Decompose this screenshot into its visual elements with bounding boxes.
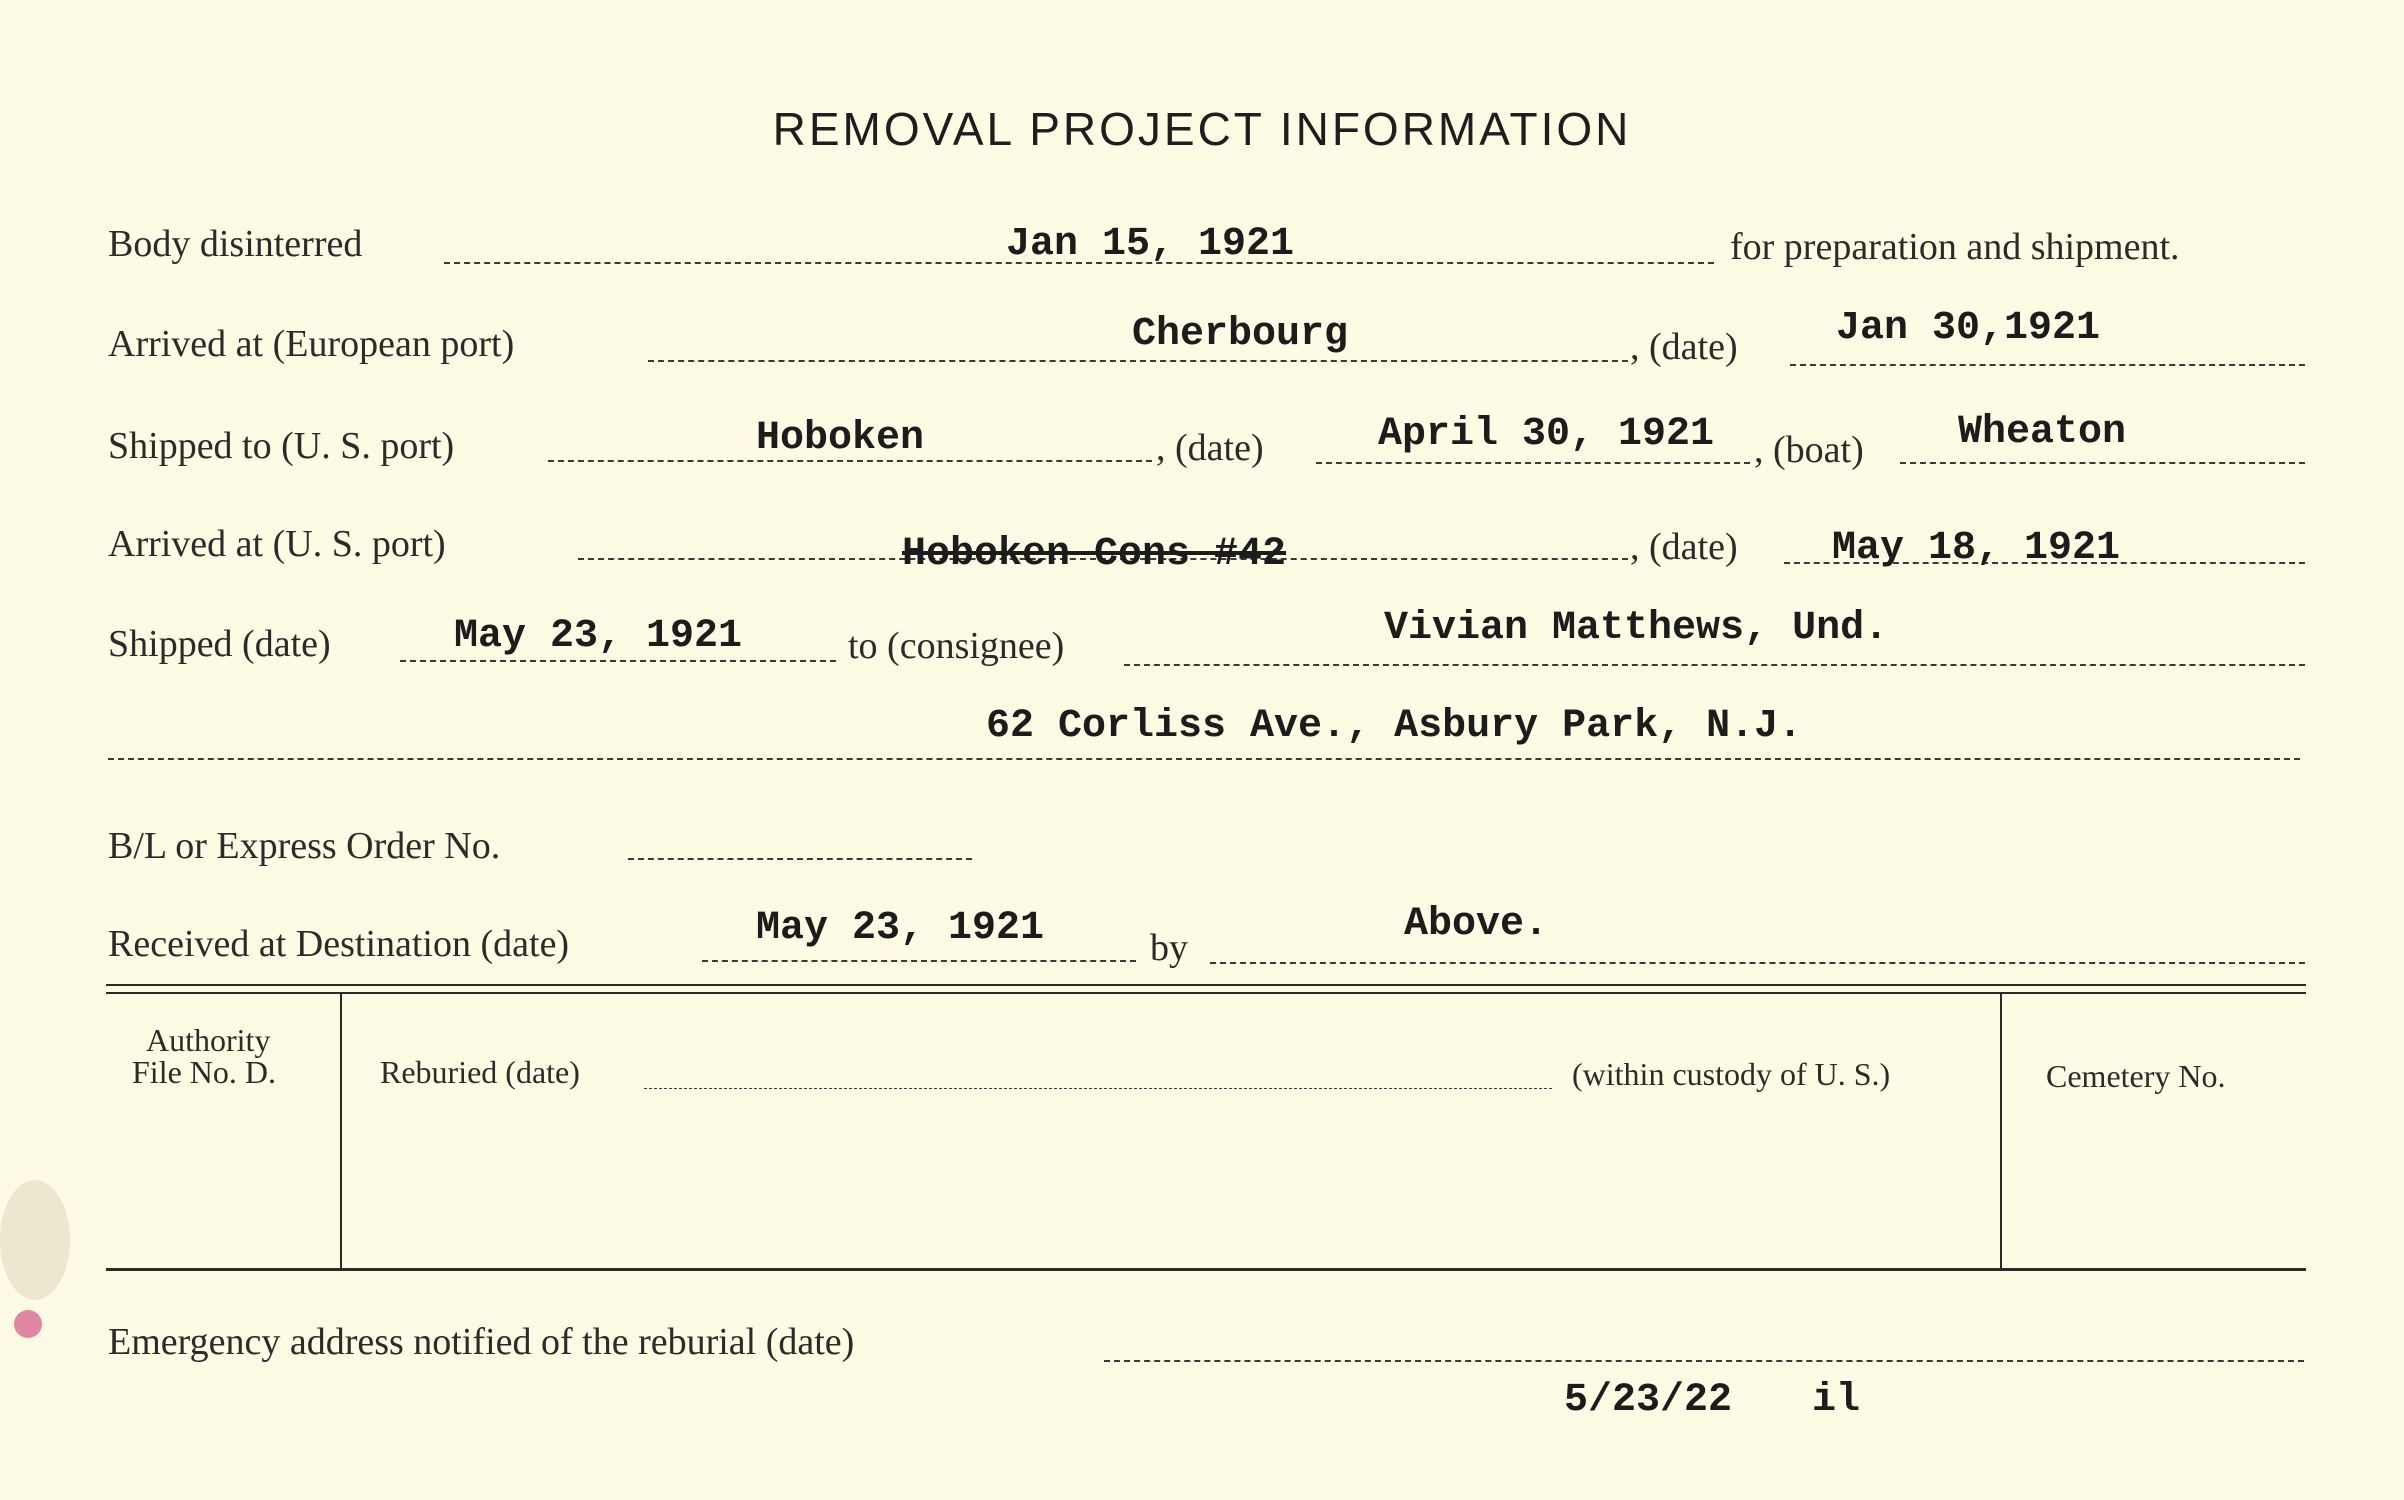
box-right-divider bbox=[2000, 994, 2002, 1270]
received-date: May 23, 1921 bbox=[756, 906, 1045, 951]
paper-stain-left bbox=[0, 1180, 70, 1300]
authority-label-2: File No. D. bbox=[132, 1054, 276, 1090]
received-label: Received at Destination (date) bbox=[108, 923, 570, 965]
box-top-rule-2 bbox=[106, 992, 2306, 994]
shipped-us-label: Shipped to (U. S. port) bbox=[108, 425, 455, 467]
emergency-initials: il bbox=[1812, 1378, 1861, 1423]
emergency-label: Emergency address notified of the reburial (date) bbox=[108, 1321, 855, 1363]
body-disinterred-suffix: for preparation and shipment. bbox=[1730, 226, 2180, 268]
shipped-us-date-line bbox=[1316, 462, 1750, 464]
received-date-line bbox=[702, 960, 1136, 962]
shipped-us-boat-line bbox=[1900, 462, 2305, 464]
arrived-us-date-label: , (date) bbox=[1630, 526, 1738, 568]
emergency-line bbox=[1104, 1360, 2304, 1362]
consignee-name: Vivian Matthews, Und. bbox=[1384, 606, 1889, 651]
consignee-line bbox=[1124, 664, 2305, 666]
shipped-us-boat: Wheaton bbox=[1958, 410, 2127, 455]
bl-order-label: B/L or Express Order No. bbox=[108, 825, 501, 867]
form-title: REMOVAL PROJECT INFORMATION bbox=[772, 103, 1632, 155]
shipped-us-port: Hoboken bbox=[756, 416, 925, 461]
arrived-european-date: Jan 30,1921 bbox=[1836, 306, 2101, 351]
box-bottom-rule bbox=[106, 1268, 2306, 1271]
received-by-line bbox=[1210, 962, 2305, 964]
shipped-us-date-label: , (date) bbox=[1156, 427, 1264, 469]
arrived-european-date-line bbox=[1790, 364, 2305, 366]
body-disinterred-value: Jan 15, 1921 bbox=[1006, 222, 1295, 267]
authority-label-1: Authority bbox=[146, 1022, 271, 1058]
shipped-us-boat-label: , (boat) bbox=[1754, 429, 1864, 471]
reburied-line bbox=[644, 1088, 1552, 1089]
shipped-date-label: Shipped (date) bbox=[108, 623, 331, 665]
body-disinterred-label: Body disinterred bbox=[108, 223, 363, 265]
emergency-date: 5/23/22 bbox=[1564, 1378, 1733, 1423]
received-by-label: by bbox=[1150, 927, 1188, 969]
arrived-european-date-label: , (date) bbox=[1630, 326, 1738, 368]
bl-order-line bbox=[628, 858, 972, 860]
consignee-label: to (consignee) bbox=[848, 625, 1065, 667]
arrived-european-line bbox=[648, 360, 1628, 362]
cemetery-label: Cemetery No. bbox=[2046, 1058, 2226, 1094]
box-top-rule-1 bbox=[106, 984, 2306, 986]
received-by: Above. bbox=[1404, 902, 1549, 947]
arrived-us-label: Arrived at (U. S. port) bbox=[108, 523, 446, 565]
address-line bbox=[108, 758, 2300, 760]
arrived-us-date: May 18, 1921 bbox=[1832, 526, 2121, 571]
custody-label: (within custody of U. S.) bbox=[1572, 1056, 1891, 1092]
box-left-divider bbox=[340, 994, 342, 1268]
shipped-date: May 23, 1921 bbox=[454, 614, 743, 659]
arrived-us-port: Hoboken Cons #42 bbox=[902, 532, 1287, 577]
paper-stain-magenta bbox=[14, 1310, 42, 1338]
arrived-european-label: Arrived at (European port) bbox=[108, 323, 515, 365]
consignee-address: 62 Corliss Ave., Asbury Park, N.J. bbox=[986, 704, 1803, 749]
arrived-european-port: Cherbourg bbox=[1132, 312, 1349, 357]
shipped-us-date: April 30, 1921 bbox=[1378, 412, 1715, 457]
reburied-label: Reburied (date) bbox=[380, 1054, 580, 1090]
shipped-date-line bbox=[400, 660, 836, 662]
